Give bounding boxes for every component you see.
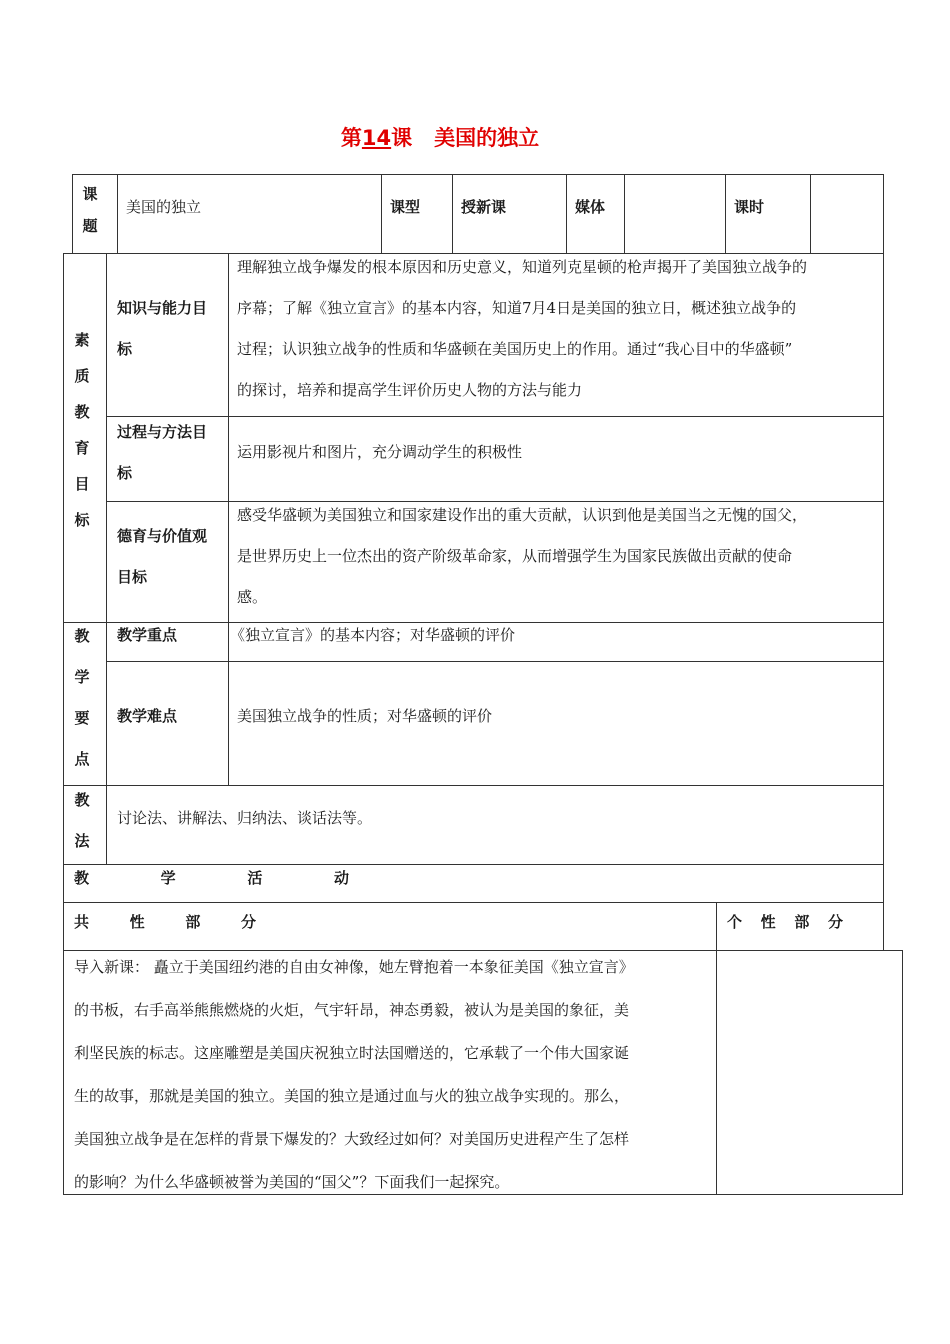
personal-header-char: 分 — [827, 913, 843, 931]
process-goal-label — [117, 412, 207, 494]
common-header-char: 共 — [74, 913, 90, 931]
goals-label-char: 标 — [74, 511, 90, 529]
activities-header-char: 学 — [160, 869, 176, 887]
text-line: 的探讨，培养和提高学生评价历史人物的方法与能力 — [237, 381, 583, 399]
activities-header-char: 教 — [74, 869, 90, 887]
goals-label-char: 质 — [74, 367, 90, 385]
label-line: 知识与能力目 — [117, 299, 208, 317]
label-line: 标 — [117, 464, 133, 482]
method-label-char: 法 — [74, 832, 90, 850]
common-header-char: 部 — [185, 913, 201, 931]
focus-label: 教学重点 — [117, 626, 178, 644]
title-prefix: 第 — [340, 126, 362, 150]
text-line: 是世界历史上一位杰出的资产阶级革命家，从而增强学生为国家民族做出贡献的使命 — [237, 547, 793, 565]
method-label-char: 教 — [74, 791, 90, 809]
goals-label-char: 教 — [74, 403, 90, 421]
intro-line: 生的故事，那就是美国的独立。美国的独立是通过血与火的独立战争实现的。那么， — [74, 1087, 630, 1105]
activities-header — [74, 865, 349, 891]
common-part-header — [74, 909, 256, 935]
topic-label-char: 题 — [82, 217, 98, 235]
text-line: 感。 — [237, 588, 268, 606]
title-name: 美国的独立 — [434, 126, 540, 150]
goals-label-char: 素 — [74, 331, 90, 349]
activities-header-char: 活 — [247, 869, 263, 887]
personal-part-header — [727, 909, 843, 935]
type-value: 授新课 — [461, 198, 507, 216]
key-points-section-label — [72, 616, 92, 780]
label-line: 标 — [117, 340, 133, 358]
moral-goal-label — [117, 516, 207, 598]
personal-header-char: 性 — [760, 913, 776, 931]
key-points-label-char: 要 — [74, 709, 90, 727]
common-header-char: 分 — [240, 913, 256, 931]
label-line: 目标 — [117, 568, 148, 586]
personal-header-char: 个 — [727, 913, 743, 931]
hours-label: 课时 — [734, 198, 765, 216]
key-points-label-char: 教 — [74, 627, 90, 645]
method-text: 讨论法、讲解法、归纳法、谈话法等。 — [117, 809, 373, 827]
difficulty-text: 美国独立战争的性质；对华盛顿的评价 — [237, 707, 493, 725]
intro-text — [74, 946, 714, 1204]
intro-line: 美国独立战争是在怎样的背景下爆发的？大致经过如何？对美国历史进程产生了怎样 — [74, 1130, 630, 1148]
key-points-label-char: 学 — [74, 668, 90, 686]
personal-header-char: 部 — [794, 913, 810, 931]
knowledge-goal-text — [237, 247, 877, 411]
type-label: 课型 — [390, 198, 421, 216]
goals-section-label — [72, 322, 92, 538]
page-title — [0, 122, 880, 152]
moral-goal-text — [237, 495, 877, 618]
focus-text: 《独立宣言》的基本内容；对华盛顿的评价 — [230, 626, 516, 644]
activities-header-char: 动 — [333, 869, 349, 887]
media-label: 媒体 — [575, 198, 606, 216]
knowledge-goal-label — [117, 288, 207, 370]
difficulty-label: 教学难点 — [117, 707, 178, 725]
intro-line: 利坚民族的标志。这座雕塑是美国庆祝独立时法国赠送的，它承载了一个伟大国家诞 — [74, 1044, 630, 1062]
common-header-char: 性 — [129, 913, 145, 931]
topic-label — [80, 178, 100, 242]
goals-label-char: 目 — [74, 475, 90, 493]
label-line: 德育与价值观 — [117, 527, 208, 545]
intro-line: 的影响？为什么华盛顿被誉为美国的“国父”？下面我们一起探究。 — [74, 1173, 510, 1191]
intro-line: 导入新课： 矗立于美国纽约港的自由女神像，她左臂抱着一本象征美国《独立宣言》 — [74, 958, 634, 976]
intro-line: 的书板，右手高举熊熊燃烧的火炬，气宇轩昂，神态勇毅，被认为是美国的象征，美 — [74, 1001, 630, 1019]
title-suffix: 课 — [391, 126, 413, 150]
text-line: 过程；认识独立战争的性质和华盛顿在美国历史上的作用。通过“我心目中的华盛顿” — [237, 340, 793, 358]
process-goal-text: 运用影视片和图片，充分调动学生的积极性 — [237, 443, 523, 461]
title-number: 14 — [361, 126, 392, 150]
text-line: 感受华盛顿为美国独立和国家建设作出的重大贡献，认识到他是美国当之无愧的国父， — [237, 506, 808, 524]
goals-label-char: 育 — [74, 439, 90, 457]
label-line: 过程与方法目 — [117, 423, 208, 441]
topic-label-char: 课 — [82, 185, 98, 203]
method-section-label — [72, 780, 92, 862]
text-line: 理解独立战争爆发的根本原因和历史意义，知道列克星顿的枪声揭开了美国独立战争的 — [237, 258, 808, 276]
key-points-label-char: 点 — [74, 750, 90, 768]
topic-value: 美国的独立 — [126, 198, 202, 216]
text-line: 序幕；了解《独立宣言》的基本内容，知道7月4日是美国的独立日，概述独立战争的 — [237, 299, 797, 317]
